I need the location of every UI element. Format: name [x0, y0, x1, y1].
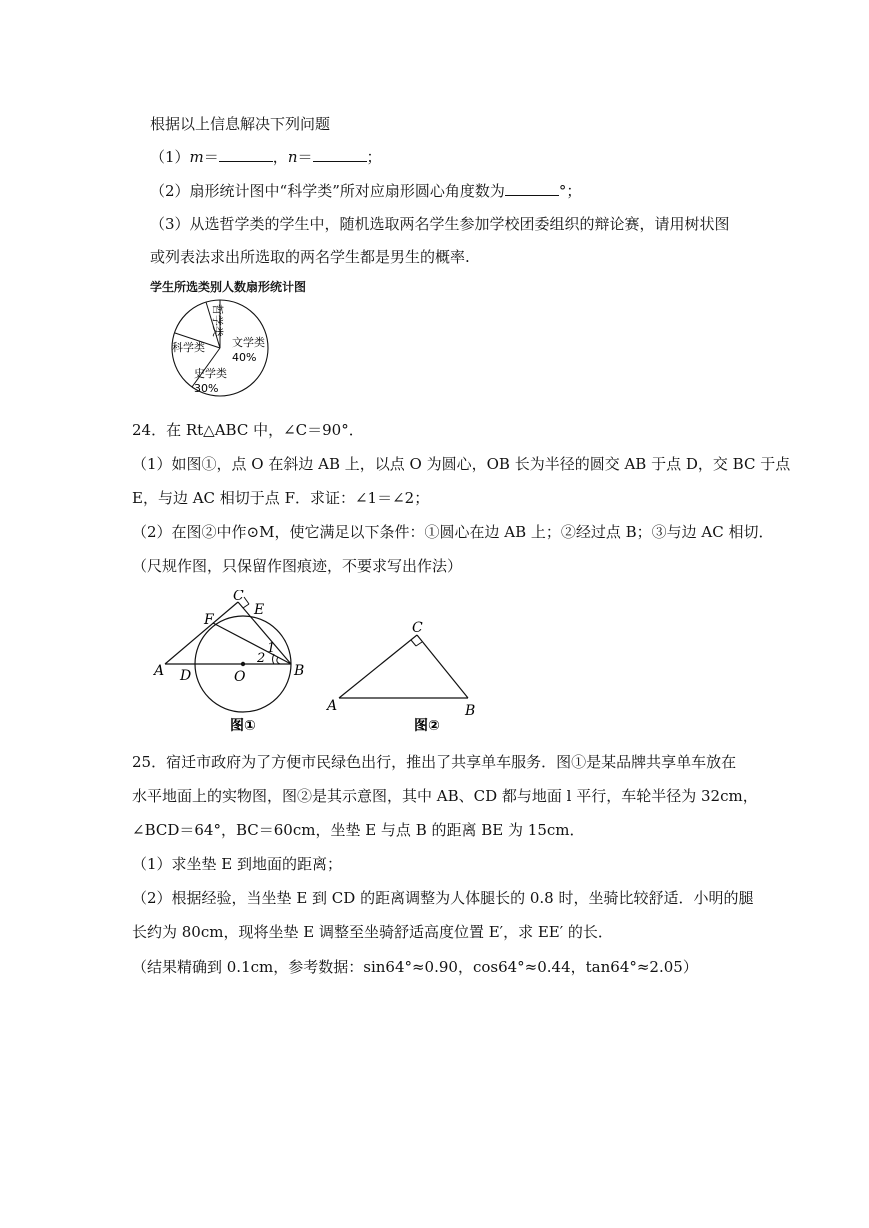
fig1-label-F: F — [204, 612, 214, 628]
question-3-line1: （3）从选哲学类的学生中，随机选取两名学生参加学校团委组织的辩论赛，请用树状图 — [150, 215, 730, 233]
fig1-label-O: O — [234, 669, 246, 685]
fig1-right-angle-mark — [244, 597, 249, 604]
problem-25-q1: （1）求坐垫 E 到地面的距离； — [132, 855, 343, 873]
fig1-label-angle-2: 2 — [257, 651, 266, 666]
fig2-right-angle-mark — [411, 640, 416, 646]
fig2-label-A: A — [327, 698, 338, 714]
problem-25-line2: 水平地面上的实物图，图②是其示意图，其中 AB、CD 都与地面 l 平行，车轮半径为 32cm， — [132, 787, 758, 805]
problem-25-q2-line1: （2）根据经验，当坐垫 E 到 CD 的距离调整为人体腿长的 0.8 时，坐骑比较舒适．小明的腿 — [132, 889, 754, 907]
fig1-point-O — [241, 662, 245, 666]
pie-chart — [162, 296, 282, 401]
q1-m: m — [189, 148, 204, 166]
q1-n: n — [287, 148, 298, 166]
fig2-segment-AC — [339, 635, 417, 698]
question-3-line2: 或列表法求出所选取的两名学生都是男生的概率. — [150, 248, 470, 266]
problem-24-head: 24．在 Rt△ABC 中，∠C＝90°． — [132, 421, 364, 439]
fig2-label-B: B — [465, 703, 476, 719]
q1-prefix: （1） — [150, 148, 190, 166]
question-1 — [150, 147, 382, 167]
pie-chart-title: 学生所选类别人数扇形统计图 — [150, 280, 307, 294]
q1-eq2: ＝ — [297, 148, 313, 166]
fig1-label-A: A — [154, 663, 165, 679]
problem-24-q1-line1: （1）如图①，点 O 在斜边 AB 上，以点 O 为圆心，OB 长为半径的圆交 AB 于点 D，交 BC 于点 — [132, 455, 791, 473]
pie-label-philosophy: 哲学类 — [211, 304, 224, 337]
problem-25-line1: 25．宿迁市政府为了方便市民绿色出行，推出了共享单车服务．图①是某品牌共享单车放在 — [132, 753, 737, 771]
pie-label-history-pct: 30% — [194, 382, 219, 395]
problem-24-q2-line1: （2）在图②中作⊙M，使它满足以下条件：①圆心在边 AB 上；②经过点 B；③与边 AC 相切． — [132, 523, 774, 541]
fig1-right-angle-mark — [243, 604, 249, 608]
problem-25-note: （结果精确到 0.1cm，参考数据：sin64°≈0.90，cos64°≈0.44，tan64°≈2.05） — [132, 958, 698, 976]
fig1-segment-AC — [165, 602, 238, 664]
fig1-segment-FB — [213, 623, 291, 664]
fig2-caption: 图② — [414, 718, 440, 734]
problem-24-q2-line2: （尺规作图，只保留作图痕迹，不要求写出作法） — [132, 557, 463, 575]
fig1-label-angle-1: 1 — [267, 641, 276, 656]
fig1-label-C: C — [233, 590, 244, 604]
fig2-label-C: C — [412, 620, 423, 636]
answer-blank-n[interactable] — [313, 147, 367, 162]
pie-label-history: 史学类 — [194, 367, 227, 380]
pie-label-literature-pct: 40% — [232, 351, 257, 364]
fig1-caption: 图① — [230, 718, 256, 734]
fig2-right-angle-mark — [416, 642, 422, 646]
q2-text: （2）扇形统计图中“科学类”所对应扇形圆心角度数为 — [150, 182, 505, 200]
answer-blank-angle[interactable] — [505, 181, 559, 196]
problem-25-q2-line2: 长约为 80cm，现将坐垫 E 调整至坐骑舒适高度位置 E′，求 EE′ 的长． — [132, 923, 613, 941]
fig1-label-D: D — [180, 668, 192, 684]
intro-text: 根据以上信息解决下列问题 — [150, 115, 331, 133]
fig1-label-B: B — [294, 663, 305, 679]
question-2 — [150, 181, 581, 201]
fig1-label-E: E — [254, 602, 265, 618]
figure-2 — [322, 590, 492, 740]
pie-label-science: 科学类 — [172, 341, 205, 354]
figure-1 — [150, 590, 310, 740]
pie-label-literature: 文学类 — [232, 336, 265, 349]
q1-end: ； — [366, 148, 382, 166]
answer-blank-m[interactable] — [219, 147, 273, 162]
fig2-segment-CB — [417, 635, 468, 698]
problem-24-q1-line2: E，与边 AC 相切于点 F．求证：∠1＝∠2； — [132, 489, 430, 507]
q1-eq1: ＝ — [203, 148, 219, 166]
q1-sep: ， — [272, 148, 288, 166]
problem-25-line3: ∠BCD＝64°，BC＝60cm，坐垫 E 与点 B 的距离 BE 为 15cm． — [132, 821, 585, 839]
q2-end: °； — [558, 182, 582, 200]
